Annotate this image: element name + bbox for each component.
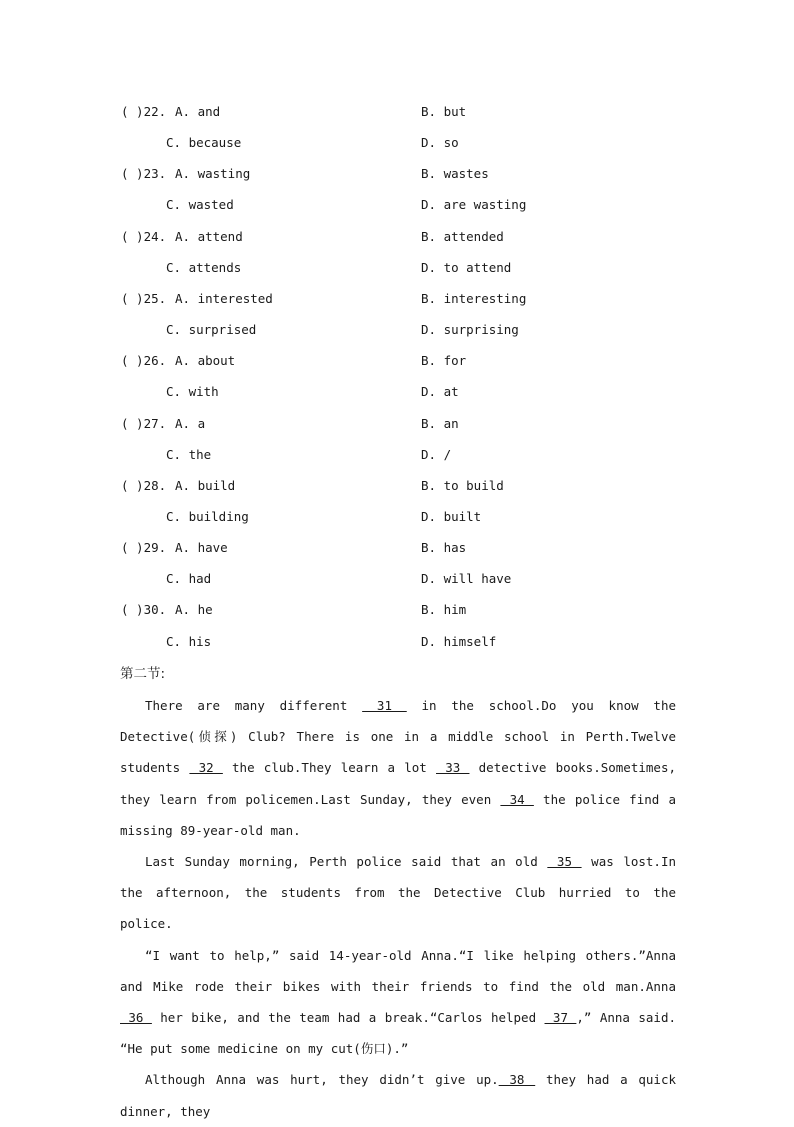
- question-row: [0, 413, 794, 435]
- option-a: A. have: [175, 540, 228, 556]
- passage-text: detective books.Sometimes, they learn from policemen.Last Sunday, they even: [120, 760, 676, 807]
- option-b: B. but: [421, 104, 467, 119]
- option-c: C. building: [166, 508, 249, 524]
- option-a: A. and: [175, 104, 221, 119]
- option-b: B. an: [421, 415, 459, 431]
- question-number: ( )25.: [121, 290, 167, 306]
- blank-34: 34: [500, 791, 534, 807]
- blank-36: 36: [120, 1010, 152, 1026]
- passage-paragraph-2: [120, 846, 676, 940]
- blank-33: 33: [436, 760, 470, 776]
- option-d: D. /: [421, 446, 452, 462]
- question-row: [0, 226, 794, 248]
- blank-32: 32: [189, 760, 223, 776]
- option-c: C. had: [166, 571, 212, 587]
- option-c: C. attends: [166, 259, 242, 275]
- option-b: B. him: [421, 602, 467, 618]
- passage-text: in the school.Do you know the Detective(侦探) Club? There is one in a middle school in Perth.Twelve students: [120, 698, 676, 776]
- option-a: A. he: [175, 602, 213, 618]
- option-c: C. surprised: [166, 322, 257, 338]
- question-row-options: [0, 257, 794, 279]
- option-a: A. interested: [175, 290, 273, 306]
- question-row-options: [0, 444, 794, 466]
- passage-text: Last Sunday morning, Perth police said that an old: [145, 854, 548, 870]
- question-number: ( )27.: [121, 415, 167, 431]
- option-d: D. at: [421, 384, 459, 400]
- question-number: ( )24.: [121, 228, 167, 244]
- option-c: C. his: [166, 633, 212, 649]
- blank-35: 35: [547, 854, 582, 870]
- passage-text: they had a quick dinner, they: [120, 1072, 677, 1119]
- option-d: D. himself: [421, 633, 497, 649]
- passage-paragraph-4: [120, 1064, 676, 1126]
- option-b: B. attended: [421, 228, 504, 244]
- option-a: A. about: [175, 353, 236, 369]
- question-row: [0, 599, 794, 621]
- passage-text: her bike, and the team had a break.“Carlos helped: [151, 1010, 545, 1026]
- question-row-options: [0, 132, 794, 154]
- question-number: ( )22.: [121, 104, 167, 119]
- option-d: D. so: [421, 135, 459, 151]
- section-title: 第二节:: [120, 666, 166, 682]
- passage-text: the club.They learn a lot: [222, 760, 437, 776]
- question-number: ( )30.: [121, 602, 167, 618]
- question-row-options: [0, 381, 794, 403]
- option-d: D. built: [421, 508, 482, 524]
- option-b: B. to build: [421, 477, 504, 493]
- passage-paragraph-3: [120, 940, 676, 1065]
- passage-text: “I want to help,” said 14-year-old Anna.“I like helping others.”Anna and Mike rode their bikes with their friends to find the old man.Anna: [120, 947, 676, 994]
- question-number: ( )29.: [121, 540, 167, 556]
- option-c: C. because: [166, 135, 242, 151]
- question-number: ( )23.: [121, 166, 167, 182]
- passage-paragraph-1: [120, 690, 676, 846]
- question-number: ( )26.: [121, 353, 167, 369]
- passage-text: There are many different: [145, 698, 363, 713]
- blank-38: 38: [498, 1072, 536, 1088]
- option-c: C. the: [166, 446, 212, 462]
- question-number: ( )28.: [121, 477, 167, 493]
- blank-31: 31: [362, 698, 407, 713]
- question-row: [0, 475, 794, 497]
- option-c: C. with: [166, 384, 219, 400]
- option-a: A. build: [175, 477, 236, 493]
- question-row: [0, 101, 794, 123]
- option-b: B. for: [421, 353, 467, 369]
- passage: [120, 690, 676, 1127]
- passage-text: ,” Anna said. “He put some medicine on my cut(伤口).”: [120, 1010, 676, 1057]
- passage-text: Although Anna was hurt, they didn’t give up.: [145, 1072, 499, 1088]
- question-row-options: [0, 194, 794, 216]
- option-a: A. wasting: [175, 166, 251, 182]
- question-row: [0, 163, 794, 185]
- question-row-options: [0, 568, 794, 590]
- question-row-options: [0, 631, 794, 653]
- option-d: D. are wasting: [421, 197, 527, 213]
- option-a: A. attend: [175, 228, 243, 244]
- option-b: B. has: [421, 540, 467, 556]
- question-row: [0, 537, 794, 559]
- option-d: D. surprising: [421, 322, 519, 338]
- option-d: D. to attend: [421, 259, 512, 275]
- option-b: B. wastes: [421, 166, 489, 182]
- passage-text: the police find a missing 89-year-old man.: [120, 791, 676, 838]
- option-d: D. will have: [421, 571, 512, 587]
- question-row-options: [0, 319, 794, 341]
- option-a: A. a: [175, 415, 206, 431]
- passage-text: was lost.In the afternoon, the students from the Detective Club hurried to the police.: [120, 854, 677, 932]
- question-row: [0, 350, 794, 372]
- option-c: C. wasted: [166, 197, 234, 213]
- question-row: [0, 288, 794, 310]
- option-b: B. interesting: [421, 290, 527, 306]
- blank-37: 37: [544, 1010, 577, 1026]
- question-row-options: [0, 506, 794, 528]
